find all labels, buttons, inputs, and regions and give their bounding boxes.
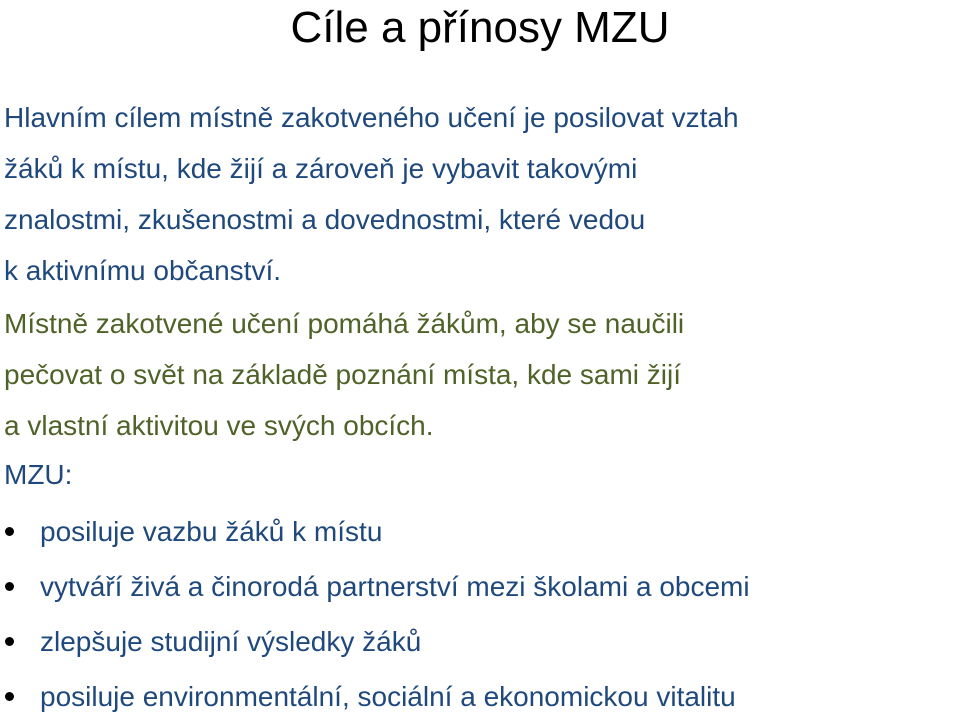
slide-title: Cíle a přínosy MZU xyxy=(290,3,670,52)
bullet-text: vytváří živá a činorodá partnerství mezi školami a obcemi xyxy=(40,571,750,602)
paragraph-line: a vlastní aktivitou ve svých obcích. xyxy=(4,410,434,441)
bullet-item xyxy=(0,669,960,724)
paragraph-line: žáků k místu, kde žijí a zároveň je vybavit takovými xyxy=(4,153,638,184)
bullet-list xyxy=(0,504,960,724)
bullet-text: posiluje environmentální, sociální a ekonomickou vitalitu xyxy=(40,681,736,712)
paragraph-line: znalostmi, zkušenostmi a dovednostmi, které vedou xyxy=(4,204,646,235)
paragraph-mzu-label xyxy=(4,449,956,500)
bullet-item xyxy=(0,504,960,559)
paragraph-line: Hlavním cílem místně zakotveného učení je posilovat vztah xyxy=(4,102,739,133)
paragraph-goal xyxy=(4,92,956,296)
paragraph-line: k aktivnímu občanství. xyxy=(4,255,282,286)
paragraph-line: Místně zakotvené učení pomáhá žákům, aby se naučili xyxy=(4,308,685,339)
bullet-dot-icon xyxy=(5,637,14,646)
paragraph-benefit xyxy=(4,298,956,451)
bullet-item xyxy=(0,614,960,669)
bullet-dot-icon xyxy=(5,527,14,536)
paragraph-line: pečovat o svět na základě poznání místa, kde sami žijí xyxy=(4,359,682,390)
bullet-dot-icon xyxy=(5,692,14,701)
bullet-text: zlepšuje studijní výsledky žáků xyxy=(40,626,422,657)
paragraph-line: MZU: xyxy=(4,459,73,490)
bullet-text: posiluje vazbu žáků k místu xyxy=(40,516,383,547)
bullet-dot-icon xyxy=(5,582,14,591)
bullet-item xyxy=(0,559,960,614)
